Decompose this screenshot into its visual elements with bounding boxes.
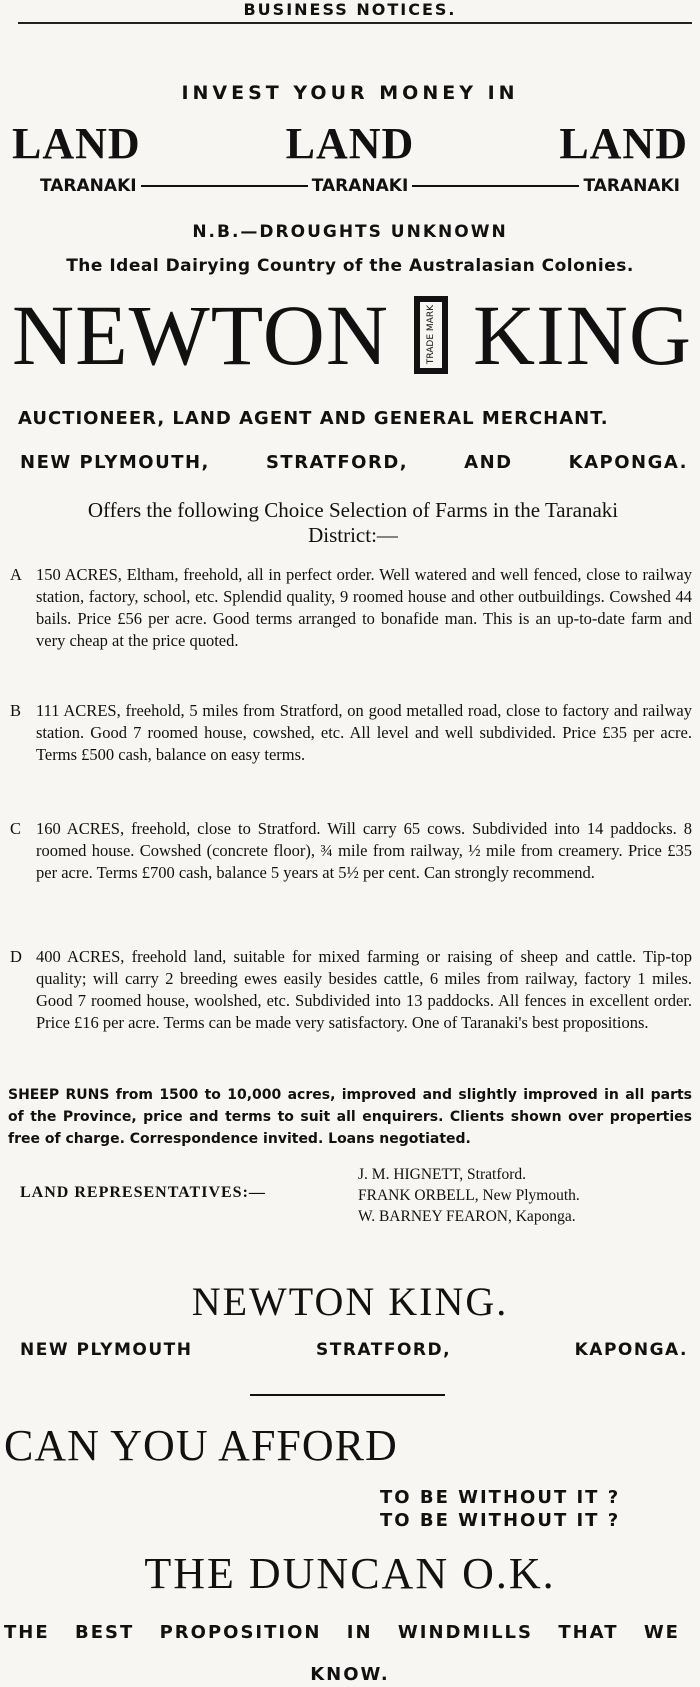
taranaki-word: TARANAKI (583, 176, 681, 196)
offers-line: District:— (308, 523, 398, 547)
dash-rule (412, 185, 579, 187)
know-word: KNOW. (310, 1664, 390, 1685)
best-word: IN (346, 1622, 373, 1643)
representatives-list (358, 1164, 580, 1227)
best-word: WE (643, 1622, 680, 1643)
listing-text: 111 ACRES, freehold, 5 miles from Stratford, on good metalled road, close to factory and railway station. Good 7 roomed house, cowshed, etc. All level and well subdivided. Price £35 per acre. Terms £500 cash, balance on easy terms. (36, 701, 692, 764)
listing-text: 400 ACRES, freehold land, suitable for mixed farming or raising of sheep and cattle. Tip-top quality; will carry 2 breeding ewes easily besides cattle, 6 miles from railway, factory 1 miles. Good 7 roomed house, woolshed, etc. Subdivided into 13 paddocks. All fences in excellent order. Price £16 per acre. Terms can be made very satisfactory. One of Taranaki's best propositions. (36, 947, 692, 1032)
trademark-label: TRADE MARK (426, 305, 437, 365)
representatives-label: LAND REPRESENTATIVES:— (20, 1184, 266, 1201)
listing-item (10, 564, 692, 652)
listing-letter: D (10, 947, 22, 966)
taranaki-word: TARANAKI (40, 176, 137, 196)
section-divider (250, 1394, 445, 1396)
listing-item (10, 818, 692, 884)
representative-name: J. M. HIGNETT, Stratford. (358, 1166, 527, 1183)
land-word: LAND (285, 119, 415, 168)
king-word: KING (473, 287, 692, 383)
invest-heading: INVEST YOUR MONEY IN (181, 82, 519, 104)
listing-item (10, 700, 692, 766)
newton-word: NEWTON (12, 287, 390, 383)
droughts-note: N.B.—DROUGHTS UNKNOWN (192, 222, 508, 242)
best-proposition-line (4, 1622, 680, 1643)
place-name: KAPONGA. (574, 1340, 688, 1360)
place-name: NEW PLYMOUTH, (20, 452, 210, 473)
section-header: BUSINESS NOTICES. (243, 0, 457, 19)
representatives-block (20, 1164, 692, 1227)
dash-rule (141, 185, 308, 187)
auctioneer-line: AUCTIONEER, LAND AGENT AND GENERAL MERCHANT. (18, 408, 609, 429)
listing-item (10, 946, 692, 1034)
listing-text: 150 ACRES, Eltham, freehold, all in perfect order. Well watered and well fenced, close to railway station, factory, school, etc. Splendid quality, 9 roomed house and other outbuildings. Cowshed 44 bails. Price £56 per acre. Good terms arranged to bonafide man. This is an up-to-date farm and very cheap at the price quoted. (36, 565, 692, 650)
offers-line: Offers the following Choice Selection of Farms in the Taranaki (87, 498, 619, 522)
afford-heading: CAN YOU AFFORD (4, 1421, 398, 1470)
trademark-icon (414, 296, 448, 374)
listing-text: 160 ACRES, freehold, close to Stratford. Will carry 65 cows. Subdivided into 14 paddocks. 8 roomed house. Cowshed (concrete floor), ¾ mile from railway, ½ mile from creamery. Price £35 per acre. Terms £700 cash, balance 5 years at 5½ per cent. Can strongly recommend. (36, 819, 692, 882)
newton-king-footer: NEWTON KING. (191, 1279, 509, 1324)
best-word: BEST (74, 1622, 135, 1643)
best-word: PROPOSITION (159, 1622, 322, 1643)
listing-letter: C (10, 819, 22, 838)
without-line: TO BE WITHOUT IT ? (380, 1487, 621, 1508)
sheep-runs-notice: SHEEP RUNS from 1500 to 10,000 acres, improved and slightly improved in all parts of the Province, price and terms to suit all enquirers. Clients shown over properties free of charge. Correspondence invited. Loans negotiated. (8, 1087, 692, 1147)
place-name: AND (464, 452, 513, 473)
representative-name: W. BARNEY FEARON, Kaponga. (358, 1208, 576, 1225)
taranaki-word: TARANAKI (311, 176, 409, 196)
best-word: THAT (558, 1622, 619, 1643)
land-row (12, 118, 688, 169)
places-row-2 (20, 1340, 688, 1360)
offers-heading (16, 498, 690, 548)
newton-king-banner (12, 287, 692, 383)
best-word: WINDMILLS (397, 1622, 533, 1643)
representative-name: FRANK ORBELL, New Plymouth. (358, 1187, 580, 1204)
land-word: LAND (559, 119, 688, 168)
ideal-dairying-line: The Ideal Dairying Country of the Australasian Colonies. (66, 256, 634, 276)
best-word: THE (4, 1622, 50, 1643)
places-row (20, 452, 688, 473)
listing-letter: A (10, 565, 22, 584)
place-name: KAPONGA. (568, 452, 688, 473)
without-line: TO BE WITHOUT IT ? (380, 1510, 621, 1531)
land-word: LAND (12, 119, 141, 168)
place-name: STRATFORD, (316, 1340, 452, 1360)
header-rule (18, 22, 692, 24)
place-name: STRATFORD, (265, 452, 409, 473)
taranaki-row (40, 176, 680, 196)
place-name: NEW PLYMOUTH (20, 1340, 193, 1360)
listing-letter: B (10, 701, 22, 720)
duncan-heading: THE DUNCAN O.K. (144, 1549, 556, 1598)
